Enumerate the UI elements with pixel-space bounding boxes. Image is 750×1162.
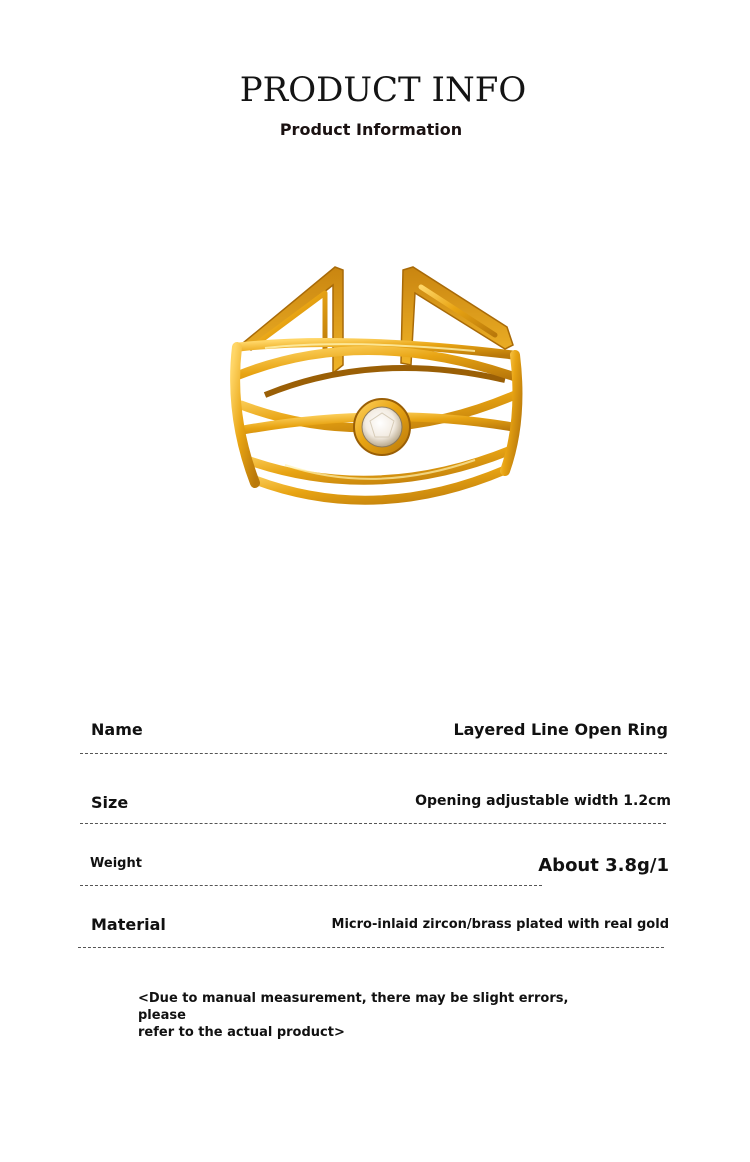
divider <box>80 823 666 824</box>
spec-row-weight <box>80 852 670 892</box>
gold-layered-ring-icon <box>225 255 525 535</box>
note-line-1: <Due to manual measurement, there may be slight errors, please <box>138 991 569 1023</box>
spec-row-material <box>80 912 670 952</box>
note-line-2: refer to the actual product> <box>138 1025 345 1040</box>
spec-label-weight: Weight <box>90 856 142 871</box>
spec-value-material: Micro-inlaid zircon/brass plated with real gold <box>331 917 669 932</box>
spec-value-weight: About 3.8g/1 <box>538 855 669 876</box>
divider <box>80 753 667 754</box>
spec-label-material: Material <box>91 915 166 934</box>
spec-row-size <box>80 789 670 835</box>
spec-value-name: Layered Line Open Ring <box>453 720 668 739</box>
page-subtitle: Product Information <box>279 120 463 139</box>
spec-row-name <box>80 715 670 761</box>
spec-value-size: Opening adjustable width 1.2cm <box>415 793 671 809</box>
spec-label-size: Size <box>91 793 129 812</box>
page-title: PRODUCT INFO <box>239 70 527 110</box>
measurement-note <box>138 990 618 1041</box>
divider <box>80 885 542 886</box>
divider <box>78 947 664 948</box>
spec-label-name: Name <box>91 720 143 739</box>
product-image <box>225 255 525 535</box>
